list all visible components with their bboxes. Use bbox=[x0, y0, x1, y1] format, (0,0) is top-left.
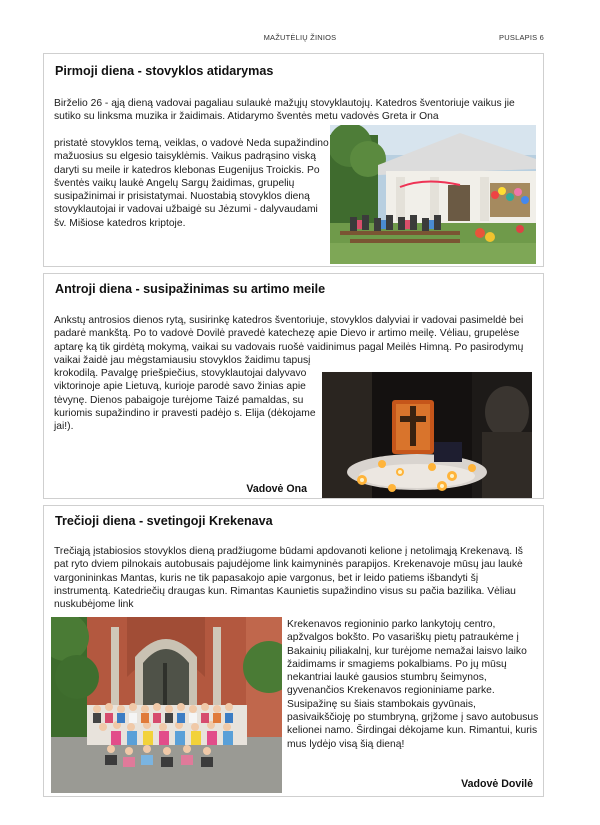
article-text: Ankstų antrosios dienos rytą, susirinkę katedros šventoriuje, stovyklos dalyviai ir vadovai pasimeldė bei padarė mankštą. Po to vadovė Dovilė pravedė katechezę apie Dievo ir artimo meilę. Vėliau, grupelėse aptarę ką tik girdėtą mokymą, vaikai su vadovais ruošė vaidinimus pagal Meilės Himną. Po pasirodymų vaikai žaidė jau mėgstamiausiu stovyklos žaidimu tapusį bbox=[54, 315, 524, 366]
newsletter-title: MAŽUTĖLIŲ ŽINIOS bbox=[263, 33, 337, 42]
article-day-2 bbox=[43, 273, 544, 499]
article-text: Trečiąją įstabiosios stovyklos dieną pradžiugome būdami apdovanoti kelione į netolimąją Krekenavą. Iš pat ryto dviem pilnokais autobusais pajudėjome link kaimyninės parapijos. Krekenavoje mūsų jau laukė vargonininkas Mantas, kuris ne tik papasakojo apie vargonus, bet ir leido patiems išbandyti šį instrumentą. Katedriečių draugas kun. Rimantas Kaunietis supažindino visus su pačia bazilika. Vėliau nuskubėjome link bbox=[54, 546, 523, 611]
article-text-wrap: Krekenavos regioninio parko lankytojų centro, apžvalgos bokšto. Po vasariškų pietų patraukėme į Bakainių piliakalnį, kur turėjome nemažai laisvo laiko žaidimams ir smagiems pokalbiams. Po jų mūsų nekantriai laukė gausios stumbrų šeimynos, gyvenančios Krekenavos regioniniame parke. Susipažinę su šiais stambokais gyvūnais, pasivaikščioję po stumbryną, grįžome į savo autobusus kelionei namo. Širdingai dėkojame kun. Rimantui, kuris mus lydėjo visą šią dieną! bbox=[287, 619, 539, 750]
article-title: Antroji diena - susipažinimas su artimo meile bbox=[55, 282, 326, 296]
article-day-3 bbox=[43, 505, 544, 797]
camp-opening-photo bbox=[330, 125, 536, 264]
taize-prayer-photo bbox=[322, 372, 532, 498]
article-signature: Vadovė Ona bbox=[246, 483, 307, 495]
page-number: PUSLAPIS 6 bbox=[499, 33, 544, 42]
article-title: Trečioji diena - svetingoji Krekenava bbox=[55, 514, 273, 528]
article-title: Pirmoji diena - stovyklos atidarymas bbox=[55, 64, 274, 78]
article-text: Birželio 26 - ąją dieną vadovai pagaliau sulaukė mažųjų stovyklautojų. Katedros šventoriuje vaikus jie sutiko su linksma muzika ir žaidimais. Atidarymo šventės metu vadovės Greta ir Ona bbox=[54, 98, 515, 123]
article-day-1 bbox=[43, 53, 544, 267]
article-text-wrap: krokodilą. Pavalgę priešpiečius, stovyklautojai dalyvavo viktorinoje apie Lietuvą, kurioje parodė savo žinias apie tėvynę. Dienos pabaigoje turėjome Taizé pamaldas, su kuriomis supažindino ir pravesti padėjo s. Elija (dėkojame jai!). bbox=[54, 368, 316, 433]
article-text-wrap: pristatė stovyklos temą, veiklas, o vadovė Neda supažindino mažuosius su elgesio taisyklėmis. Vaikus padrąsino viską daryti su meile ir katedros klebonas Eugenijus Troickis. Po šventės vaikų laukė Angelų Sargų žaidimas, grupelių susipažinimai ir prisistatymai. Nuostabią stovyklos dieną stovyklautojai ir vadovai užbaigė su Jėzumi - dalyvaudami šv. Mišiose katedros kriptoje. bbox=[54, 138, 329, 229]
article-signature: Vadovė Dovilė bbox=[461, 778, 533, 790]
krekenava-group-photo bbox=[51, 617, 282, 793]
